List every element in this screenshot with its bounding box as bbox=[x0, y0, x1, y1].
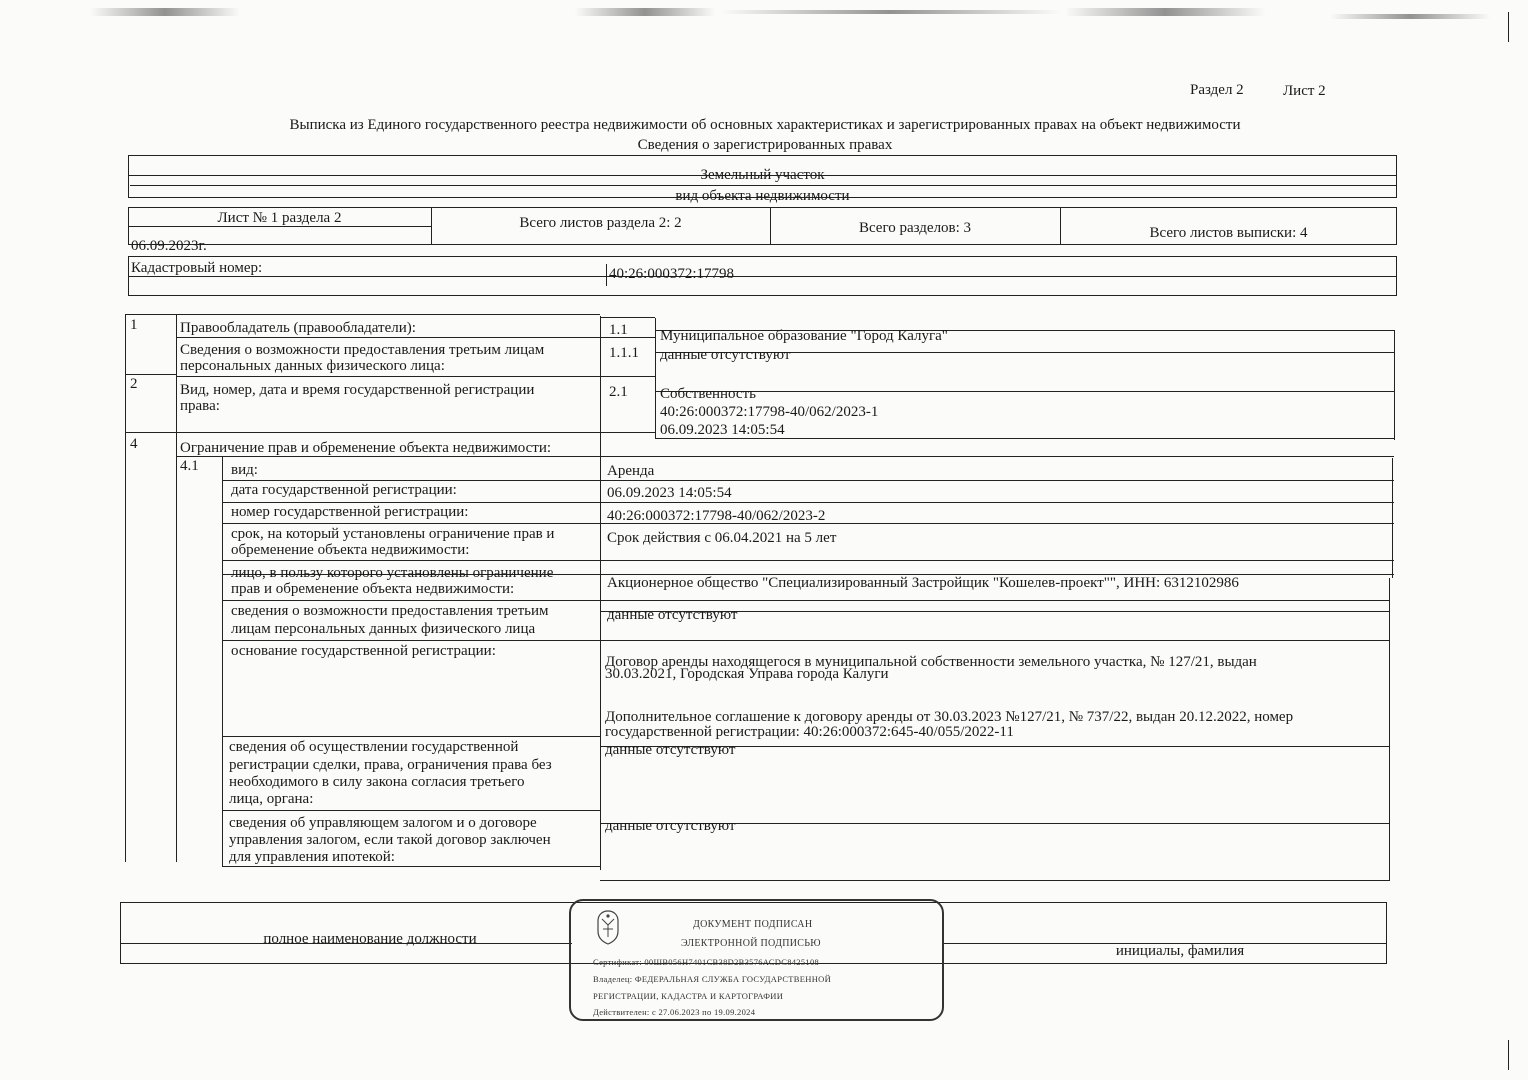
stamp-line-2: ЭЛЕКТРОННОЙ ПОДПИСЬЮ bbox=[681, 938, 821, 949]
enc-reg-number-value: 40:26:000372:17798-40/062/2023-2 bbox=[607, 508, 826, 524]
enc-personal-data-label-2: лицам персональных данных физического лица bbox=[231, 621, 536, 637]
electronic-signature-stamp bbox=[569, 899, 944, 1021]
cadastral-label: Кадастровый номер: bbox=[131, 260, 263, 276]
enc-term-label-1: срок, на который установлены ограничение прав и bbox=[231, 526, 555, 542]
sheet-label: Лист 2 bbox=[1283, 83, 1326, 99]
enc-beneficiary-value: Акционерное общество "Специализированный Застройщик "Кошелев-проект"", ИНН: 6312102986 bbox=[607, 575, 1239, 591]
enc-consent-label-4: лица, органа: bbox=[229, 791, 314, 807]
total-sections: Всего разделов: 3 bbox=[858, 220, 972, 236]
row-1b-label-2: персональных данных физического лица: bbox=[180, 358, 445, 374]
enc-reg-date-value: 06.09.2023 14:05:54 bbox=[607, 485, 732, 501]
row-2-label-2: права: bbox=[180, 398, 220, 414]
page-title: Выписка из Единого государственного реестра недвижимости об основных характеристиках и зарегистрированных правах на объект недвижимости bbox=[289, 117, 1241, 133]
extract-date: 06.09.2023г. bbox=[131, 238, 207, 254]
enc-beneficiary-label-2: прав и обременение объекта недвижимости: bbox=[231, 581, 515, 597]
stamp-owner-1: Владелец: ФЕДЕРАЛЬНАЯ СЛУЖБА ГОСУДАРСТВЕННОЙ bbox=[593, 974, 832, 984]
row-4-label: Ограничение прав и обременение объекта недвижимости: bbox=[180, 440, 552, 456]
name-caption: инициалы, фамилия bbox=[1115, 943, 1245, 959]
section-label: Раздел 2 bbox=[1190, 82, 1244, 98]
row-1-subnumber: 1.1 bbox=[609, 322, 628, 338]
enc-kind-label: вид: bbox=[231, 462, 258, 478]
enc-pledge-value: данные отсутствуют bbox=[605, 818, 736, 834]
total-sheets-section: Всего листов раздела 2: 2 bbox=[519, 215, 682, 231]
position-caption: полное наименование должности bbox=[263, 931, 477, 947]
scan-edge bbox=[1508, 1040, 1509, 1070]
page-subtitle: Сведения о зарегистрированных правах bbox=[637, 137, 893, 153]
enc-term-label-2: обременение объекта недвижимости: bbox=[231, 542, 470, 558]
enc-basis-value-2: 30.03.2021, Городская Управа города Калуги bbox=[605, 666, 889, 682]
stamp-owner-2: РЕГИСТРАЦИИ, КАДАСТРА И КАРТОГРАФИИ bbox=[593, 991, 784, 1001]
enc-beneficiary-label-1: лицо, в пользу которого установлены ограничение bbox=[231, 565, 554, 581]
scan-mark bbox=[1330, 14, 1490, 19]
row-1-number: 1 bbox=[130, 317, 138, 333]
stamp-certificate: Сертификат: 00ШВ056Н7401СВ38D2ВЗ576АСDС8425108 bbox=[593, 957, 820, 967]
scan-mark bbox=[720, 10, 1060, 14]
object-kind-caption: вид объекта недвижимости bbox=[675, 188, 850, 204]
enc-reg-number-label: номер государственной регистрации: bbox=[231, 504, 469, 520]
enc-consent-label-3: необходимого в силу закона согласия третьего bbox=[229, 774, 525, 790]
enc-kind-value: Аренда bbox=[607, 463, 655, 479]
row-1b-label-1: Сведения о возможности предоставления третьим лицам bbox=[180, 342, 545, 358]
enc-term-value: Срок действия с 06.04.2021 на 5 лет bbox=[607, 530, 837, 546]
row-2-value-1: Собственность bbox=[660, 386, 756, 402]
enc-consent-label-1: сведения об осуществлении государственной bbox=[229, 739, 519, 755]
row-4-number: 4 bbox=[130, 436, 138, 452]
enc-personal-data-value: данные отсутствуют bbox=[607, 607, 738, 623]
row-2-label-1: Вид, номер, дата и время государственной регистрации bbox=[180, 382, 535, 398]
enc-pledge-label-1: сведения об управляющем залогом и о договоре bbox=[229, 815, 537, 831]
enc-basis-value-4: государственной регистрации: 40:26:000372:645-40/055/2022-11 bbox=[605, 724, 1014, 740]
scan-mark bbox=[1065, 8, 1265, 16]
stamp-line-1: ДОКУМЕНТ ПОДПИСАН bbox=[693, 919, 813, 930]
row-4-1-number: 4.1 bbox=[180, 458, 199, 474]
object-kind-value: Земельный участок bbox=[700, 167, 825, 183]
row-2-number: 2 bbox=[130, 376, 138, 392]
scan-mark bbox=[90, 8, 240, 16]
enc-consent-label-2: регистрации сделки, права, ограничения права без bbox=[229, 757, 552, 773]
row-1b-value: данные отсутствуют bbox=[660, 347, 791, 363]
row-2-value-3: 06.09.2023 14:05:54 bbox=[660, 422, 785, 438]
row-1-label: Правообладатель (правообладатели): bbox=[180, 320, 416, 336]
enc-personal-data-label-1: сведения о возможности предоставления третьим bbox=[231, 603, 549, 619]
cadastral-number: 40:26:000372:17798 bbox=[609, 266, 735, 282]
enc-consent-value: данные отсутствуют bbox=[605, 742, 736, 758]
row-1b-subnumber: 1.1.1 bbox=[609, 345, 639, 361]
enc-pledge-label-2: управления залогом, если такой договор заключен bbox=[229, 832, 551, 848]
enc-basis-value-3: Дополнительное соглашение к договору аренды от 30.03.2023 №127/21, № 737/22, выдан 20.12.2022, номер bbox=[605, 709, 1294, 725]
row-2-subnumber: 2.1 bbox=[609, 384, 628, 400]
stamp-validity: Действителен: с 27.06.2023 по 19.09.2024 bbox=[593, 1007, 756, 1017]
enc-pledge-label-3: для управления ипотекой: bbox=[229, 849, 395, 865]
emblem-icon bbox=[593, 907, 623, 947]
scan-mark bbox=[575, 8, 715, 16]
scan-edge bbox=[1508, 12, 1509, 42]
enc-reg-date-label: дата государственной регистрации: bbox=[231, 482, 457, 498]
sheet-number: Лист № 1 раздела 2 bbox=[217, 210, 342, 226]
total-sheets-extract: Всего листов выписки: 4 bbox=[1149, 225, 1308, 241]
enc-basis-label: основание государственной регистрации: bbox=[231, 643, 496, 659]
enc-basis-value-1: Договор аренды находящегося в муниципальной собственности земельного участка, № 127/21, выдан bbox=[605, 654, 1257, 670]
row-1-value: Муниципальное образование "Город Калуга" bbox=[660, 328, 948, 344]
row-2-value-2: 40:26:000372:17798-40/062/2023-1 bbox=[660, 404, 879, 420]
